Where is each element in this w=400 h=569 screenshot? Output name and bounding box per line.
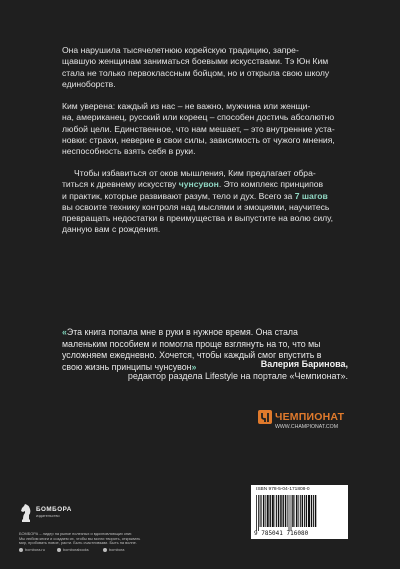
paragraph-3-line bbox=[62, 191, 352, 202]
barcode-bar bbox=[311, 495, 312, 527]
partner-name: ЧЕМПИОНАТ bbox=[275, 411, 345, 423]
barcode bbox=[251, 485, 348, 539]
barcode-bar bbox=[295, 495, 296, 527]
barcode-bar bbox=[270, 495, 271, 527]
text-span: титься к древнему искусству bbox=[62, 179, 179, 190]
quote-line bbox=[62, 327, 347, 339]
publisher-subtitle: издательство bbox=[36, 514, 60, 518]
partner-url: WWW.CHAMPIONAT.COM bbox=[275, 424, 339, 430]
social-label: bombora bbox=[109, 547, 125, 552]
publisher-socials bbox=[19, 547, 139, 555]
barcode-bar bbox=[298, 495, 299, 527]
paragraph-2-line: новки: страхи, неверие в свои силы, зависимость от чужого мнения, bbox=[62, 134, 335, 145]
open-quote-mark: « bbox=[62, 327, 67, 337]
barcode-bar bbox=[272, 495, 274, 527]
barcode-bar bbox=[263, 495, 265, 527]
paragraph-2 bbox=[62, 101, 352, 157]
partner-logo bbox=[258, 410, 350, 432]
paragraph-3 bbox=[62, 168, 352, 236]
barcode-bar bbox=[283, 495, 284, 527]
barcode-bar bbox=[260, 495, 261, 527]
barcode-number: 9 785041 716080 bbox=[254, 530, 309, 537]
social-label: bombora.ru bbox=[25, 547, 45, 552]
highlight-term: чунсувон bbox=[178, 179, 219, 190]
author-role: редактор раздела Lifestyle на портале «Чемпионат». bbox=[127, 370, 348, 381]
quote-line: маленьким пособием и помогла проще взглянуть на то, что мы bbox=[62, 338, 321, 349]
barcode-bar bbox=[289, 495, 290, 531]
paragraph-1-line: Она нарушила тысячелетнюю корейскую традицию, запре- bbox=[62, 45, 299, 55]
paragraph-2-line: Ким уверена: каждый из нас – не важно, мужчина или женщи- bbox=[62, 101, 311, 111]
barcode-bar bbox=[302, 495, 303, 527]
author-name: Валерия Баринова, bbox=[260, 359, 348, 369]
paragraph-1 bbox=[62, 45, 352, 90]
telegram-icon bbox=[103, 548, 107, 552]
fineprint-line: Мы любим книги и создаем их, чтобы вы могли творить, открывать bbox=[19, 535, 141, 541]
chess-knight-icon bbox=[19, 502, 33, 524]
paragraph-3-line bbox=[62, 179, 352, 190]
fineprint-line: БОМБОРА – лидер на рынке полезных и вдохновляющих книг. bbox=[19, 531, 133, 536]
paragraph-3-line: данную вам с рождения. bbox=[62, 224, 161, 235]
paragraph-1-line: щавшую женщинам заниматься боевыми искусствами. Тэ Юн Ким bbox=[62, 56, 329, 67]
championat-logo-icon bbox=[258, 410, 272, 424]
isbn-label: ISBN 978-5-04-171808-0 bbox=[256, 487, 310, 492]
barcode-bar bbox=[291, 495, 292, 531]
barcode-bar bbox=[280, 495, 282, 527]
text-span: Эта книга попала мне в руки в нужное время. Она стала bbox=[66, 327, 298, 337]
barcode-bar bbox=[261, 495, 262, 527]
paragraph-1-line: стала не только первоклассным бойцом, но и открыла свою школу bbox=[62, 67, 330, 78]
paragraph-3-line: вы освоите технику контроля над мыслями и эмоциями, научитесь bbox=[62, 201, 330, 212]
paragraph-2-line: неспособность взять себя в руки. bbox=[62, 146, 196, 157]
barcode-bar bbox=[265, 495, 266, 527]
barcode-bar bbox=[256, 495, 257, 531]
paragraph-1-line: единоборств. bbox=[62, 78, 116, 89]
social-link-vk[interactable] bbox=[57, 547, 89, 552]
barcode-bar bbox=[296, 495, 298, 527]
highlight-steps: 7 шагов bbox=[294, 190, 328, 201]
barcode-bar bbox=[300, 495, 301, 527]
text-span: и практик, которые развивают разум, тело и дух. Всего за bbox=[62, 190, 295, 201]
publisher-name: БОМБОРА bbox=[36, 506, 72, 513]
paragraph-3-line: Чтобы избавиться от оков мышления, Ким предлагает обра- bbox=[74, 168, 316, 178]
barcode-bar bbox=[285, 495, 287, 527]
barcode-bar bbox=[308, 495, 310, 527]
barcode-bars bbox=[255, 495, 344, 531]
barcode-bar bbox=[292, 495, 294, 527]
barcode-bar bbox=[276, 495, 277, 527]
paragraph-2-line: любой цели. Единственное, что нам мешает, – это внутренние уста- bbox=[62, 123, 335, 134]
quote-line: усложняем ежедневно. Хочется, чтобы каждый смог впустить в bbox=[62, 350, 322, 360]
fineprint-line: мир, пробовать новое, расти. Быть счастливыми. Быть на волне. bbox=[19, 540, 137, 546]
barcode-bar bbox=[275, 495, 276, 527]
barcode-bar bbox=[287, 495, 288, 527]
text-span: . Это комплекс принципов bbox=[218, 179, 324, 190]
barcode-bar bbox=[267, 495, 269, 527]
text-span: свою жизнь принципы чунсувон bbox=[62, 361, 192, 372]
barcode-bar bbox=[313, 495, 314, 527]
publisher-logo bbox=[19, 502, 79, 528]
social-label: bomborabooks bbox=[63, 547, 89, 552]
social-link-site[interactable] bbox=[19, 547, 45, 552]
paragraph-2-line: на, американец, русский или кореец – способен достичь абсолютно bbox=[62, 112, 335, 123]
globe-icon bbox=[19, 548, 23, 552]
social-link-telegram[interactable] bbox=[103, 547, 124, 552]
quote-author bbox=[128, 359, 348, 382]
publisher-fineprint bbox=[19, 532, 149, 546]
barcode-bar bbox=[258, 495, 259, 531]
barcode-bar bbox=[315, 495, 316, 527]
close-quote-mark: » bbox=[191, 361, 197, 372]
vk-icon bbox=[57, 548, 61, 552]
barcode-bar bbox=[304, 495, 305, 527]
barcode-bar bbox=[278, 495, 279, 527]
barcode-bar bbox=[306, 495, 307, 527]
paragraph-3-line: превращать недостатки в преимущества и выпустите на волю силу, bbox=[62, 213, 334, 224]
